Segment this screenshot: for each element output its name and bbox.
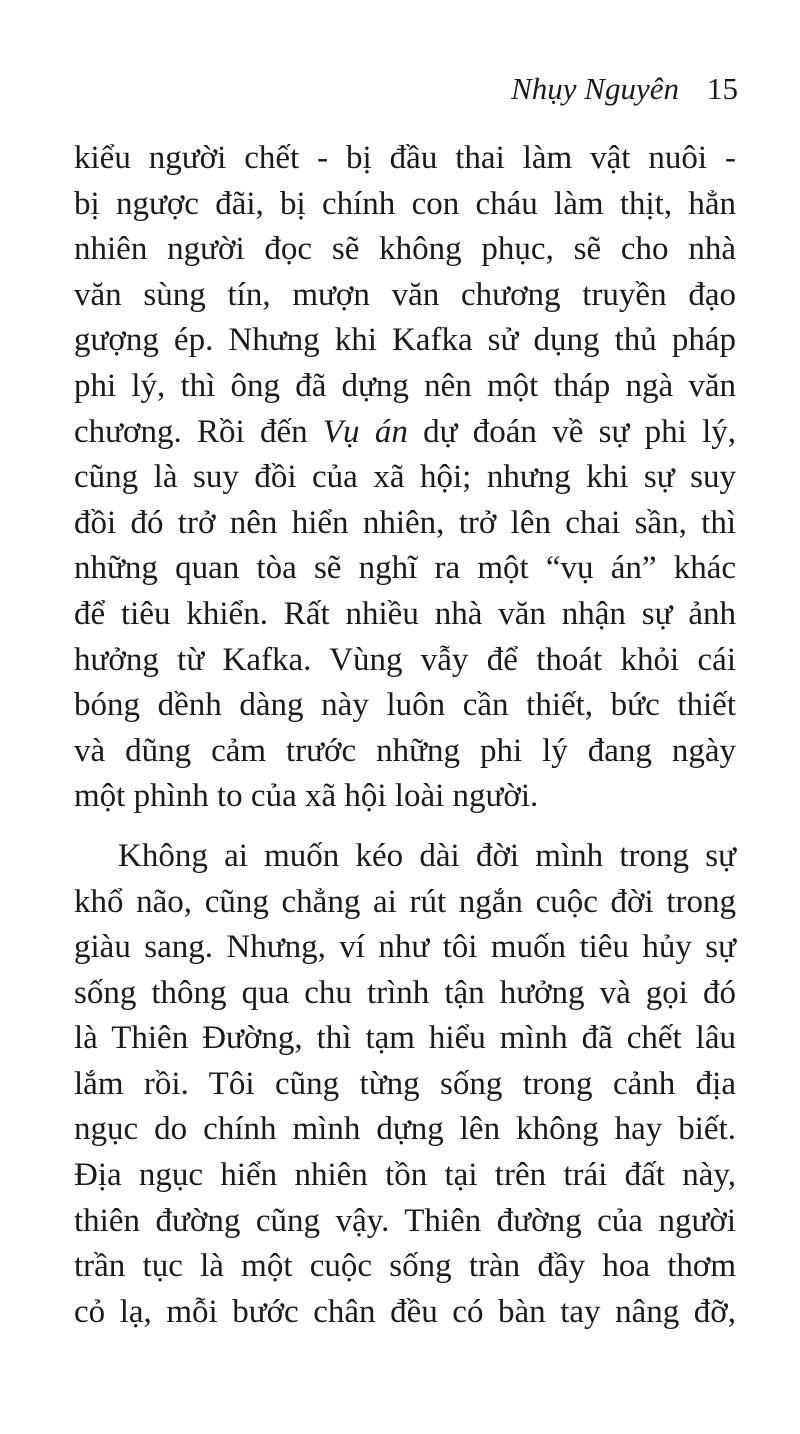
text-line: phi lý, thì ông đã dựng nên một tháp ngà văn [74, 367, 736, 404]
running-header [511, 70, 738, 108]
text-line: gượng ép. Nhưng khi Kafka sử dụng thủ pháp [74, 322, 736, 359]
paragraph-1 [74, 136, 736, 820]
text-line: cũng là suy đồi của xã hội; nhưng khi sự suy [74, 459, 736, 496]
text-line [74, 410, 736, 456]
text-line: sống thông qua chu trình tận hưởng và gọi đó [74, 974, 736, 1011]
text-line: văn sùng tín, mượn văn chương truyền đạo [74, 276, 736, 313]
text-line: hưởng từ Kafka. Vùng vẫy để thoát khỏi cái [74, 641, 736, 678]
text-line: kiểu người chết - bị đầu thai làm vật nuôi - [74, 140, 736, 176]
paragraph-2 [74, 834, 736, 1336]
text-line: những quan tòa sẽ nghĩ ra một “vụ án” khác [74, 550, 736, 587]
text-line: là Thiên Đường, thì tạm hiểu mình đã chết lâu [74, 1020, 736, 1057]
text-line: bị ngược đãi, bị chính con cháu làm thịt, hẳn [74, 185, 736, 222]
text-line-end: dự đoán về sự phi lý, [407, 413, 736, 450]
text-line-start: chương. Rồi đến [74, 413, 323, 450]
text-line: để tiêu khiển. Rất nhiều nhà văn nhận sự ảnh [74, 595, 736, 632]
text-line: một phình to của xã hội loài người. [74, 778, 539, 815]
text-line: bóng dềnh dàng này luôn cần thiết, bức thiết [74, 687, 736, 724]
body-text [74, 136, 736, 1335]
text-line: khổ não, cũng chẳng ai rút ngắn cuộc đời trong [74, 883, 736, 920]
text-line: và dũng cảm trước những phi lý đang ngày [74, 732, 736, 769]
text-line: giàu sang. Nhưng, ví như tôi muốn tiêu hủy sự [74, 929, 736, 966]
text-line: ngục do chính mình dựng lên không hay biết. [74, 1111, 736, 1148]
text-line: đồi đó trở nên hiển nhiên, trở lên chai sần, thì [74, 504, 736, 541]
running-header-author: Nhụy Nguyên [511, 71, 679, 106]
text-line: Địa ngục hiển nhiên tồn tại trên trái đất này, [74, 1157, 736, 1194]
text-line: nhiên người đọc sẽ không phục, sẽ cho nhà [74, 231, 736, 268]
text-line: thiên đường cũng vậy. Thiên đường của người [74, 1202, 736, 1239]
text-line: cỏ lạ, mỗi bước chân đều có bàn tay nâng đỡ, [74, 1293, 736, 1330]
page-number: 15 [707, 71, 738, 106]
paragraph-gap [74, 820, 736, 834]
text-line: Không ai muốn kéo dài đời mình trong sự [118, 837, 736, 874]
book-title-vu-an: Vụ án [322, 413, 408, 450]
text-line: trần tục là một cuộc sống tràn đầy hoa thơm [74, 1248, 736, 1285]
text-line: lắm rồi. Tôi cũng từng sống trong cảnh địa [74, 1065, 736, 1102]
